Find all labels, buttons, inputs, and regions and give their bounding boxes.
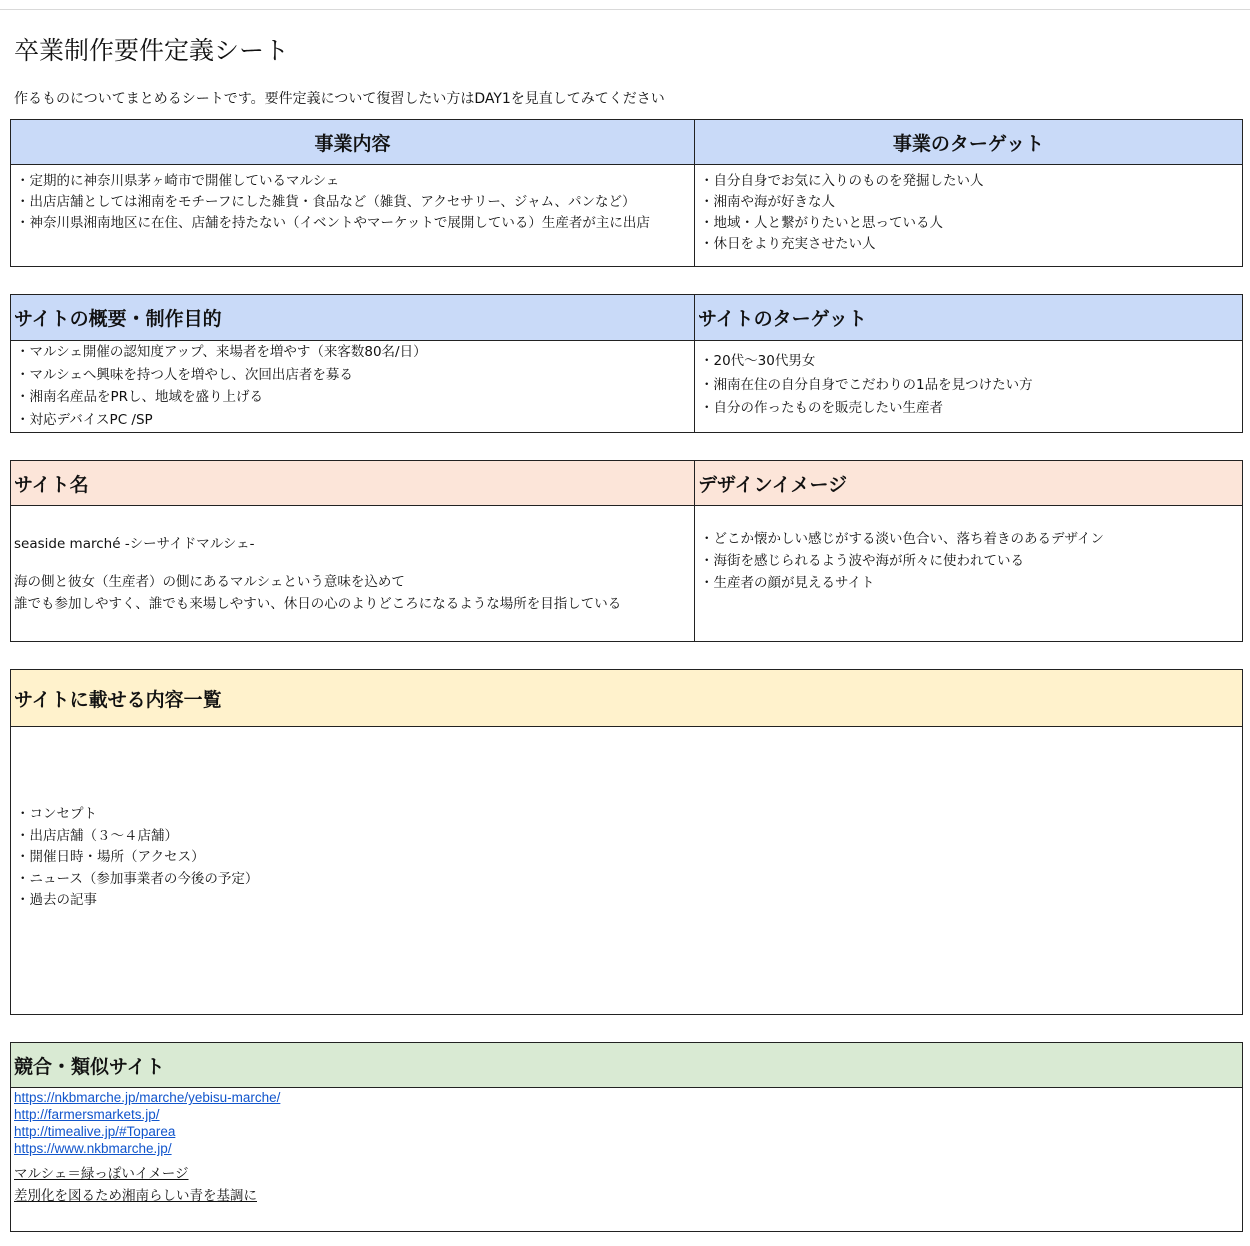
site-name-desc-line: 海の側と彼女（生産者）の側にあるマルシェという意味を込めて bbox=[14, 574, 405, 590]
site-purpose-cell[interactable] bbox=[11, 341, 695, 432]
site-name-header[interactable]: サイト名 bbox=[11, 461, 695, 505]
list-item: ・マルシェ開催の認知度アップ、来場者を増やす（来客数80名/日） bbox=[16, 344, 427, 360]
site-purpose-header-row bbox=[11, 295, 1242, 341]
list-item: ・定期的に神奈川県茅ヶ崎市で開催しているマルシェ bbox=[16, 173, 340, 189]
site-purpose-section bbox=[10, 294, 1243, 433]
list-item: ・ニュース（参加事業者の今後の予定） bbox=[16, 870, 259, 887]
list-item: ・地域・人と繋がりたいと思っている人 bbox=[700, 215, 943, 231]
list-item: ・生産者の顔が見えるサイト bbox=[700, 575, 875, 591]
business-section bbox=[10, 119, 1243, 267]
site-name-cell[interactable] bbox=[11, 506, 695, 641]
business-header-row bbox=[11, 120, 1242, 165]
list-item: ・出店店舗としては湘南をモチーフにした雑貨・食品など（雑貨、アクセサリー、ジャム、パンなど） bbox=[16, 194, 636, 210]
list-item: ・湘南名産品をPRし、地域を盛り上げる bbox=[16, 389, 264, 405]
competitors-cell[interactable] bbox=[11, 1088, 1242, 1231]
list-item: ・どこか懐かしい感じがする淡い色合い、落ち着きのあるデザイン bbox=[700, 531, 1105, 547]
list-item: ・20代〜30代男女 bbox=[700, 353, 816, 369]
competitor-note: マルシェ＝緑っぽいイメージ bbox=[14, 1166, 189, 1182]
list-item: ・休日をより充実させたい人 bbox=[700, 236, 876, 252]
page-subtitle: 作るものについてまとめるシートです。要件定義について復習したい方はDAY1を見直してみてください bbox=[14, 91, 665, 107]
site-purpose-body-row bbox=[11, 341, 1242, 432]
business-body-row bbox=[11, 165, 1242, 266]
list-item: ・対応デバイスPC /SP bbox=[16, 411, 153, 428]
site-target-cell[interactable] bbox=[695, 341, 1242, 432]
competitors-header[interactable]: 競合・類似サイト bbox=[14, 1055, 165, 1078]
site-target-header[interactable]: サイトのターゲット bbox=[698, 308, 867, 330]
top-divider bbox=[0, 9, 1250, 10]
design-image-header[interactable]: デザインイメージ bbox=[698, 473, 848, 496]
competitors-section bbox=[10, 1042, 1243, 1232]
competitor-link[interactable]: http://timealive.jp/#Toparea bbox=[14, 1124, 176, 1139]
design-image-cell[interactable] bbox=[695, 506, 1242, 641]
list-item: ・自分の作ったものを販売したい生産者 bbox=[700, 400, 943, 416]
competitors-header-row bbox=[11, 1043, 1242, 1088]
site-name-section bbox=[10, 460, 1243, 642]
business-target-cell[interactable] bbox=[695, 165, 1242, 266]
business-content-header[interactable]: 事業内容 bbox=[11, 120, 695, 164]
list-item: ・過去の記事 bbox=[16, 892, 97, 908]
competitor-link[interactable]: https://www.nkbmarche.jp/ bbox=[14, 1141, 172, 1156]
contents-body-row bbox=[11, 727, 1242, 1014]
list-item: ・出店店舗（３〜４店舗） bbox=[16, 827, 178, 844]
contents-section bbox=[10, 669, 1243, 1015]
site-name-header-row bbox=[11, 461, 1242, 506]
site-name-text: seaside marché -シーサイドマルシェ- bbox=[14, 536, 255, 552]
list-item: ・自分自身でお気に入りのものを発掘したい人 bbox=[700, 173, 984, 189]
list-item: ・マルシェへ興味を持つ人を増やし、次回出店者を募る bbox=[16, 366, 353, 383]
list-item: ・湘南や海が好きな人 bbox=[700, 194, 835, 210]
list-item: ・開催日時・場所（アクセス） bbox=[16, 849, 205, 865]
page-title: 卒業制作要件定義シート bbox=[14, 36, 290, 65]
site-purpose-header[interactable]: サイトの概要・制作目的 bbox=[11, 295, 695, 340]
competitor-link[interactable]: https://nkbmarche.jp/marche/yebisu-marche/ bbox=[14, 1090, 281, 1105]
site-name-desc-line: 誰でも参加しやすく、誰でも来場しやすい、休日の心のよりどころになるような場所を目指している bbox=[14, 596, 622, 612]
competitor-note: 差別化を図るため湘南らしい青を基調に bbox=[14, 1188, 257, 1204]
list-item: ・神奈川県湘南地区に在住、店舗を持たない（イベントやマーケットで展開している）生産者が主に出店 bbox=[16, 215, 650, 231]
competitor-link[interactable]: http://farmersmarkets.jp/ bbox=[14, 1107, 160, 1122]
contents-cell[interactable] bbox=[11, 727, 1242, 1014]
list-item: ・海街を感じられるよう波や海が所々に使われている bbox=[700, 553, 1024, 569]
competitors-body-row bbox=[11, 1088, 1242, 1231]
list-item: ・コンセプト bbox=[16, 806, 97, 822]
contents-header-row bbox=[11, 670, 1242, 727]
business-target-header[interactable]: 事業のターゲット bbox=[892, 132, 1045, 155]
business-content-cell[interactable] bbox=[11, 165, 695, 266]
site-name-body-row bbox=[11, 506, 1242, 641]
contents-header[interactable]: サイトに載せる内容一覧 bbox=[14, 688, 222, 711]
list-item: ・湘南在住の自分自身でこだわりの1品を見つけたい方 bbox=[700, 376, 1033, 393]
